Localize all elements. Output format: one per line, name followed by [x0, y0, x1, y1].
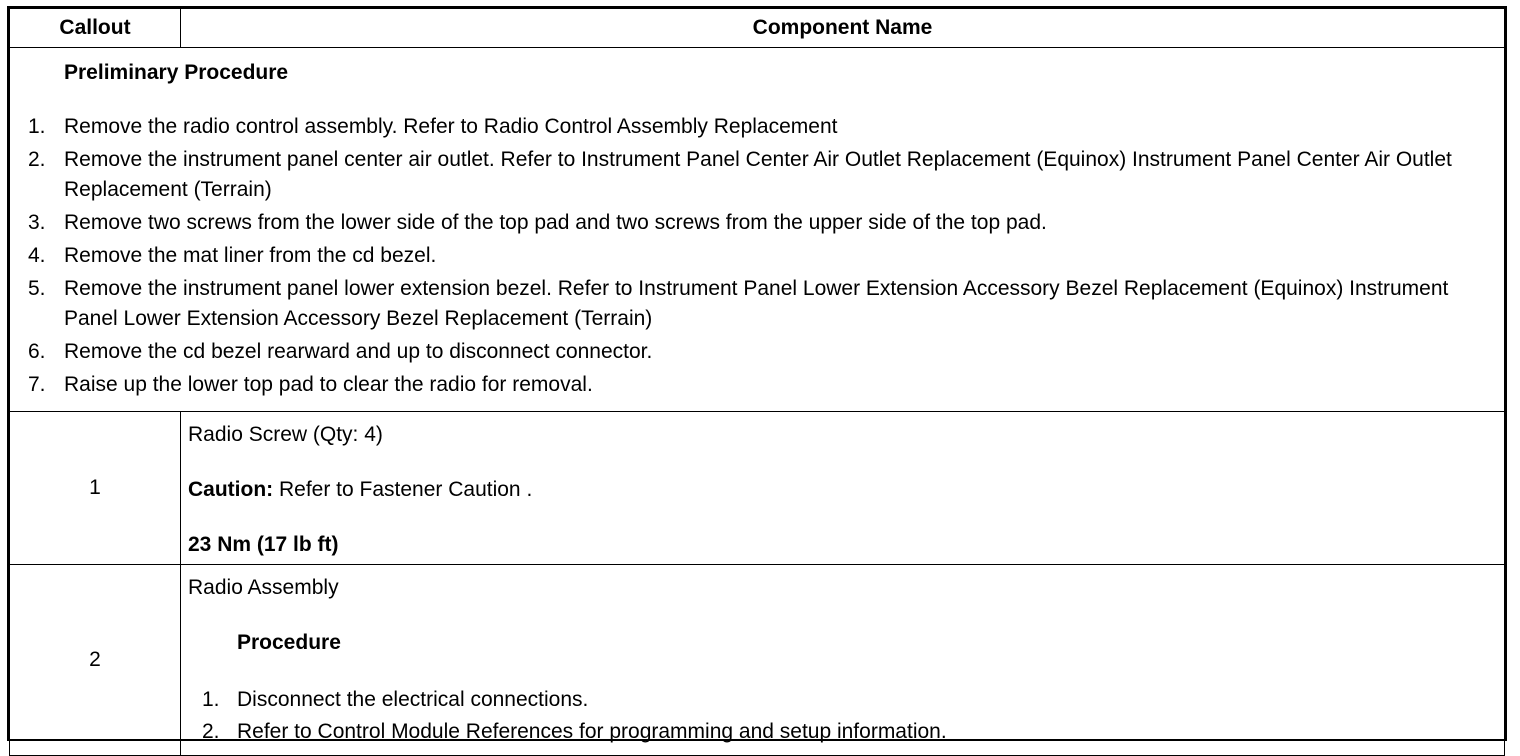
caution-note [188, 477, 1496, 503]
step-text: Remove the radio control assembly. Refer to Radio Control Assembly Replacement [64, 115, 838, 138]
step-number: 3. [28, 211, 46, 234]
procedure-steps [188, 685, 1496, 747]
step-number: 2. [202, 720, 220, 743]
torque-spec: 23 Nm (17 lb ft) [188, 533, 339, 556]
step-text: Remove two screws from the lower side of the top pad and two screws from the upper side of the top pad. [64, 211, 1047, 234]
step-number: 5. [28, 277, 46, 300]
component-cell [181, 412, 1505, 565]
callout-number: 2 [10, 565, 181, 756]
component-table-frame [7, 6, 1507, 741]
step-text: Remove the instrument panel center air outlet. Refer to Instrument Panel Center Air Outlet Replacement (Equinox) Instrument Panel Center Air Outlet Replacement (Terrain) [64, 148, 1452, 201]
list-item [10, 274, 1504, 334]
preliminary-steps [10, 112, 1504, 400]
preliminary-row [10, 48, 1505, 412]
list-item [10, 370, 1504, 400]
table-row [10, 412, 1505, 565]
step-number: 7. [28, 373, 46, 396]
list-item [188, 685, 1496, 715]
list-item [10, 208, 1504, 238]
header-component-name: Component Name [181, 9, 1505, 48]
step-text: Remove the instrument panel lower extension bezel. Refer to Instrument Panel Lower Extension Accessory Bezel Replacement (Equinox) Instrument Panel Lower Extension Accessory Bezel Replacement (Terrain) [64, 277, 1449, 330]
list-item [10, 145, 1504, 205]
header-row [10, 9, 1505, 48]
step-text: Raise up the lower top pad to clear the radio for removal. [64, 373, 593, 396]
caution-label: Caution: [188, 478, 274, 501]
component-table [9, 8, 1505, 756]
list-item [10, 337, 1504, 367]
preliminary-cell [10, 48, 1505, 412]
step-number: 1. [202, 688, 220, 711]
step-number: 6. [28, 340, 46, 363]
component-name: Radio Assembly [188, 576, 339, 599]
step-text: Remove the cd bezel rearward and up to disconnect connector. [64, 340, 653, 363]
list-item [188, 717, 1496, 747]
caution-text: Refer to Fastener Caution . [273, 478, 533, 501]
step-number: 2. [28, 148, 46, 171]
component-cell [181, 565, 1505, 756]
header-callout: Callout [10, 9, 181, 48]
procedure-heading: Procedure [237, 631, 341, 654]
step-number: 1. [28, 115, 46, 138]
component-name: Radio Screw (Qty: 4) [188, 423, 383, 446]
step-text: Refer to Control Module References for programming and setup information. [237, 720, 947, 743]
list-item [10, 112, 1504, 142]
step-text: Disconnect the electrical connections. [237, 688, 589, 711]
step-number: 4. [28, 244, 46, 267]
table-row [10, 565, 1505, 756]
callout-number: 1 [10, 412, 181, 565]
preliminary-heading: Preliminary Procedure [64, 61, 289, 84]
list-item [10, 241, 1504, 271]
step-text: Remove the mat liner from the cd bezel. [64, 244, 437, 267]
